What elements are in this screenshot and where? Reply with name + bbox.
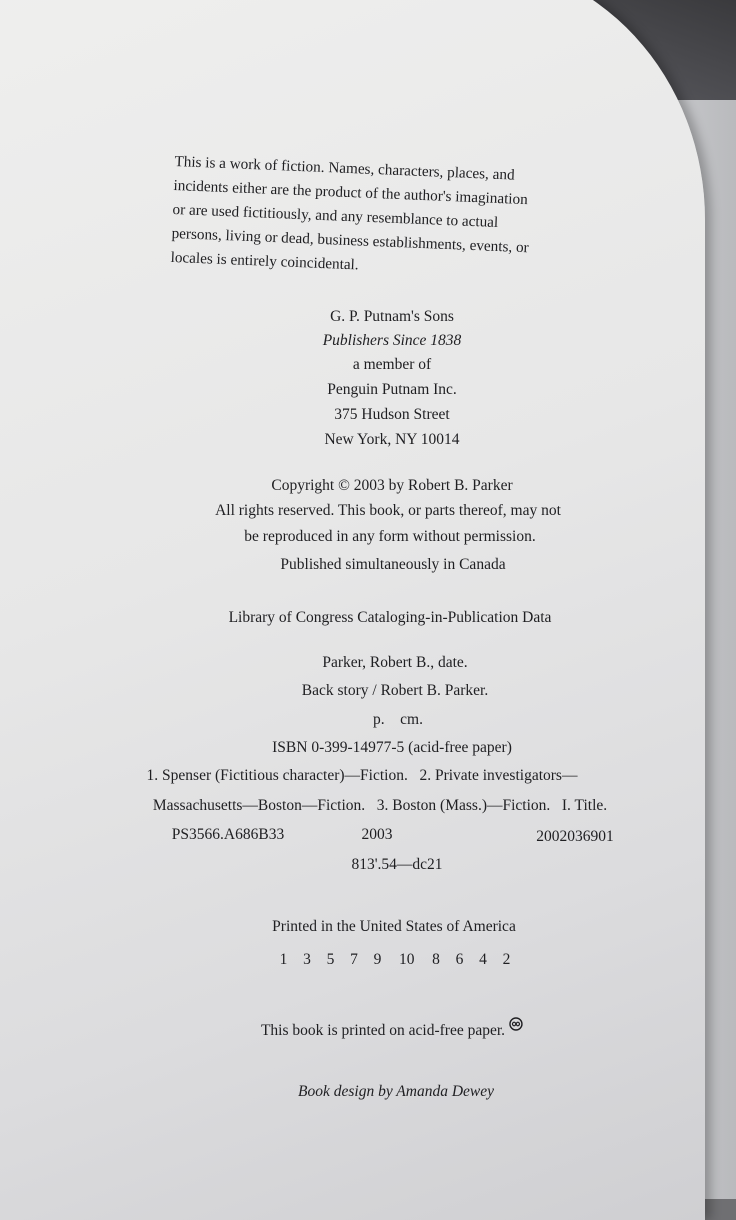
cip-heading: Library of Congress Cataloging-in-Publication Data: [228, 609, 552, 626]
print-number: 4: [479, 951, 487, 968]
disclaimer-line: incidents either are the product of the author's imagination: [173, 176, 529, 209]
fiction-disclaimer: [170, 150, 604, 287]
publisher-name: G. P. Putnam's Sons: [330, 308, 454, 325]
cip-author: Parker, Robert B., date.: [322, 654, 468, 671]
copyright-line: Copyright © 2003 by Robert B. Parker: [271, 477, 513, 494]
print-number: 10: [399, 951, 415, 968]
disclaimer-line: persons, living or dead, business establishments, events, or: [171, 224, 529, 257]
cip-title: Back story / Robert B. Parker.: [301, 682, 489, 699]
cip-pages: p. cm.: [373, 711, 423, 728]
print-number: 5: [326, 951, 335, 968]
acid-free-line: [261, 1017, 523, 1040]
publisher-parent: Penguin Putnam Inc.: [327, 381, 457, 398]
cip-lccn: 2002036901: [536, 828, 614, 845]
cip-lc-call-number: PS3566.A686B33: [171, 826, 285, 843]
print-number: 1: [279, 951, 288, 968]
printed-in: Printed in the United States of America: [272, 918, 516, 935]
cip-dewey: 813'.54—dc21: [351, 856, 443, 873]
publisher-tagline: Publishers Since 1838: [322, 332, 462, 349]
disclaimer-line: or are used fictitiously, and any resemblance to actual: [172, 200, 499, 232]
print-number: 8: [432, 951, 440, 968]
cip-subjects: 1. Spenser (Fictitious character)—Fiction. 2. Private investigators—: [146, 767, 578, 784]
rights-line: All rights reserved. This book, or parts thereof, may not: [215, 502, 561, 519]
cip-subjects: Massachusetts—Boston—Fiction. 3. Boston (Mass.)—Fiction. I. Title.: [152, 797, 608, 814]
printing-numbers: [272, 951, 519, 969]
publisher-member-of: a member of: [352, 356, 432, 373]
publisher-street: 375 Hudson Street: [334, 406, 450, 423]
acid-free-text: This book is printed on acid-free paper.: [260, 1022, 506, 1039]
cip-year: 2003: [361, 826, 393, 843]
print-number: 9: [373, 951, 382, 968]
cip-isbn: ISBN 0-399-14977-5 (acid-free paper): [272, 739, 512, 756]
infinity-symbol-icon: [509, 1017, 523, 1036]
publisher-city: New York, NY 10014: [324, 431, 460, 448]
print-number: 2: [502, 951, 511, 968]
canada-line: Published simultaneously in Canada: [280, 556, 506, 573]
design-credit: Book design by Amanda Dewey: [298, 1083, 494, 1100]
disclaimer-line: locales is entirely coincidental.: [170, 248, 359, 274]
print-number: 7: [350, 951, 358, 968]
rights-line: be reproduced in any form without permission.: [244, 528, 536, 545]
print-number: 6: [455, 951, 464, 968]
disclaimer-line: This is a work of fiction. Names, characters, places, and: [174, 152, 515, 184]
print-number: 3: [303, 951, 311, 968]
